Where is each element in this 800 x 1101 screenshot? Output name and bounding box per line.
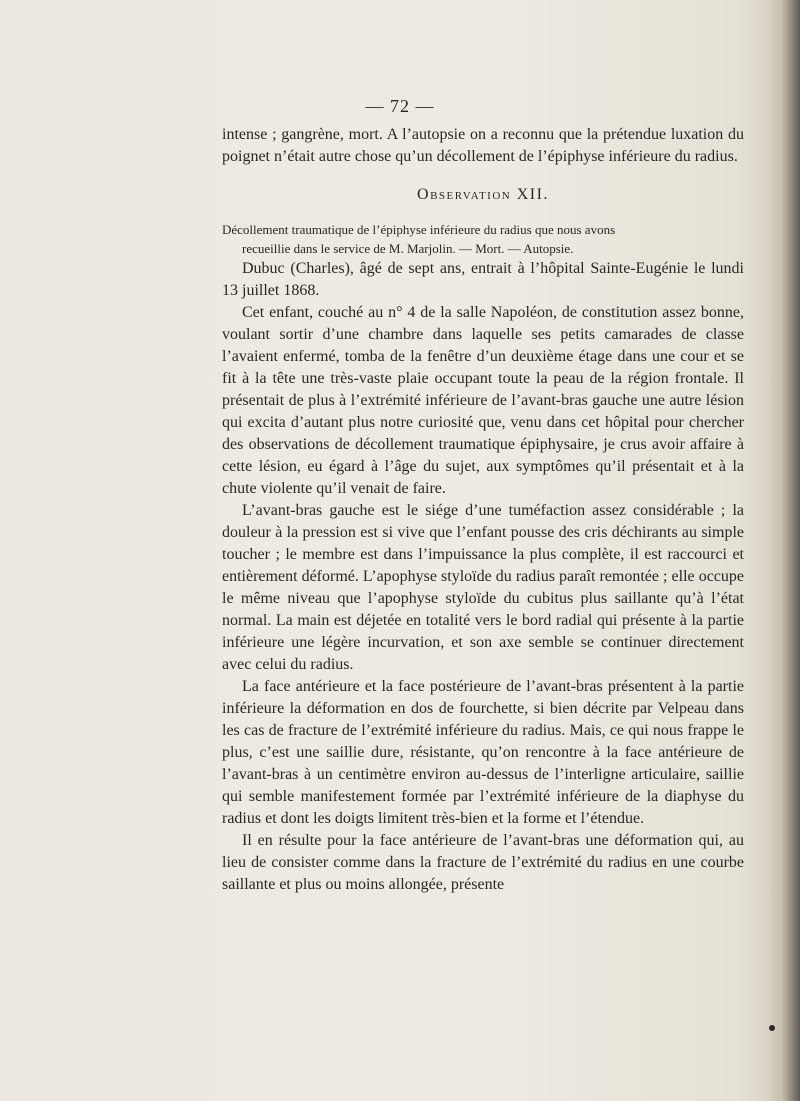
observation-title: Observation XII. [417,186,549,203]
paragraph-1: Dubuc (Charles), âgé de sept ans, entrait à l’hôpital Sainte-Eugénie le lundi 13 juillet 1868. [222,260,744,299]
summary-line-2: recueillie dans le service de M. Marjolin. — Mort. — Autopsie. [242,241,574,256]
ink-speck [769,1025,775,1031]
opening-paragraph: intense ; gangrène, mort. A l’autopsie on a reconnu que la prétendue luxation du poignet n’était autre chose qu’un décollement de l’épiphyse inférieure du radius. [222,126,744,165]
paragraph-4: La face antérieure et la face postérieure de l’avant-bras présentent à la partie inférieure la déformation en dos de fourchette, si bien décrite par Velpeau dans les cas de fracture de l’extrémité inférieure du radius. Mais, ce qui nous frappe le plus, c’est une saillie dure, résistante, qu’on rencontre à la face antérieure de l’avant-bras à un centimètre environ au-dessus de l’interligne articulaire, saillie qui semble manifestement formée par l’extrémité inférieure de la diaphyse du radius et dont les doigts limitent très-bien et la forme et l’étendue. [222,678,744,827]
page-number: — 72 — [365,96,435,116]
paragraph-2: Cet enfant, couché au n° 4 de la salle Napoléon, de constitution assez bonne, voulant sortir d’une chambre dans laquelle ses petits camarades de classe l’avaient enfermé, tomba de la fenêtre d’un deuxième étage dans une cour et se fit à la tête une très-vaste plaie occupant toute la peau de la région frontale. Il présentait de plus à l’extrémité inférieure de l’avant-bras gauche une autre lésion qui excita d’autant plus notre curiosité que, venu dans cet hôpital pour chercher des observations de décollement traumatique épiphysaire, je crus avoir affaire à cette lésion, eu égard à l’âge du sujet, aux symptômes qu’il présentait et à la chute violente qu’il venait de faire. [222,304,744,497]
observation-summary [222,220,744,258]
summary-line-1: Décollement traumatique de l’épiphyse inférieure du radius que nous avons [222,222,616,237]
paragraph-3: L’avant-bras gauche est le siége d’une tuméfaction assez considérable ; la douleur à la pression est si vive que l’enfant pousse des cris déchirants au simple toucher ; le membre est dans l’impuissance la plus complète, il est raccourci et entièrement déformé. L’apophyse styloïde du radius paraît remontée ; elle occupe le même niveau que l’apophyse styloïde du cubitus plus saillante qu’à l’état normal. La main est déjetée en totalité vers le bord radial qui présente à la partie inférieure une légère incurvation, et son axe semble se continuer directement avec celui du radius. [222,502,744,673]
paragraph-5: Il en résulte pour la face antérieure de l’avant-bras une déformation qui, au lieu de consister comme dans la fracture de l’extrémité du radius en une courbe saillante et plus ou moins allongée, présente [222,832,744,893]
page-edge-shadow [766,0,800,1101]
page-body [222,124,744,896]
